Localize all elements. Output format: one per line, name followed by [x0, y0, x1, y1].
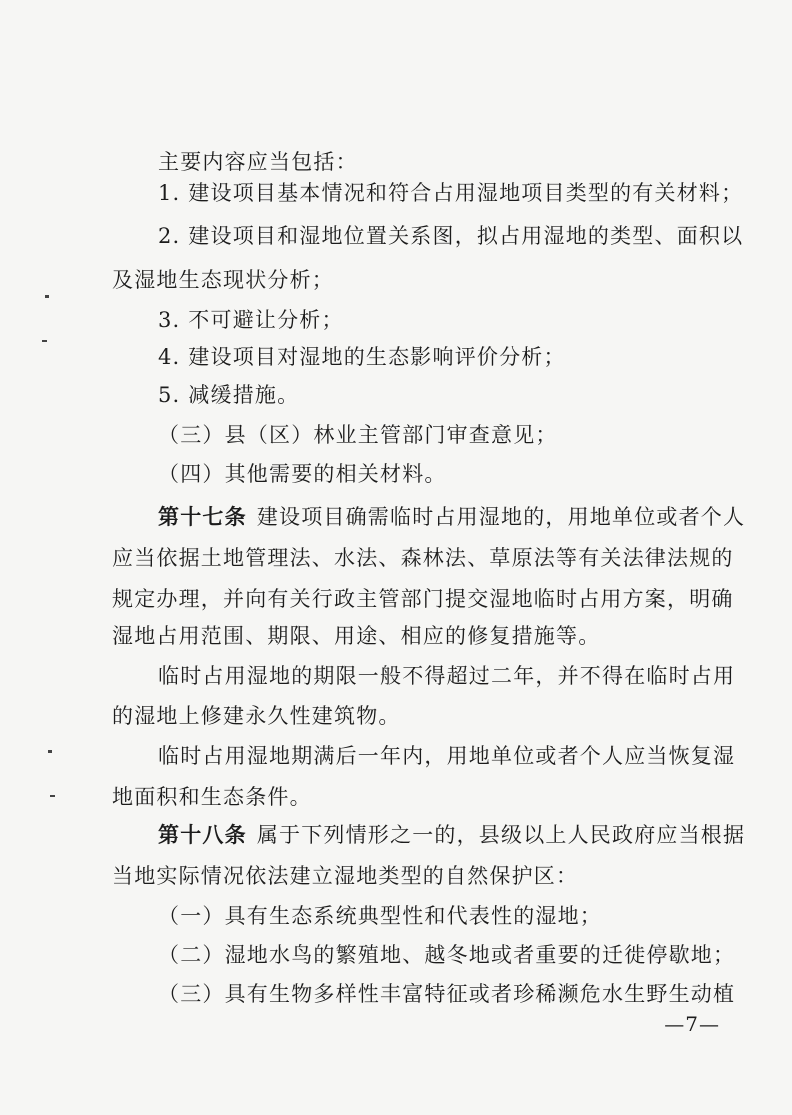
paragraph-line: 主要内容应当包括： [158, 150, 358, 174]
scan-mark [45, 295, 49, 298]
paragraph-line: 规定办理，并向有关行政主管部门提交湿地临时占用方案，明确 [112, 587, 734, 611]
list-item: 5. 减缓措施。 [158, 383, 300, 407]
paragraph-line: 及湿地生态现状分析； [112, 268, 334, 292]
list-item: 4. 建设项目对湿地的生态影响评价分析； [158, 345, 566, 369]
paragraph-line: 湿地占用范围、期限、用途、相应的修复措施等。 [112, 624, 601, 648]
scan-mark [48, 750, 52, 753]
paragraph-line: 地面积和生态条件。 [112, 785, 312, 809]
article-17-text: 建设项目确需临时占用湿地的，用地单位或者个人 [256, 505, 746, 529]
list-item: （一）具有生态系统典型性和代表性的湿地； [158, 904, 602, 928]
paragraph-line: 临时占用湿地期满后一年内，用地单位或者个人应当恢复湿 [158, 744, 736, 768]
scan-mark [50, 795, 55, 797]
list-item: （四）其他需要的相关材料。 [158, 462, 447, 486]
paragraph-line: 当地实际情况依法建立湿地类型的自然保护区： [112, 864, 579, 888]
article-17-first-line [158, 503, 745, 531]
article-18-text: 属于下列情形之一的，县级以上人民政府应当根据 [256, 823, 746, 847]
paragraph-line: 应当依据土地管理法、水法、森林法、草原法等有关法律法规的 [112, 546, 734, 570]
list-item: （三）具有生物多样性丰富特征或者珍稀濒危水生野生动植 [158, 982, 736, 1006]
scan-mark [42, 340, 47, 342]
article-18-first-line [158, 821, 745, 849]
paragraph-line: 临时占用湿地的期限一般不得超过二年，并不得在临时占用 [158, 664, 736, 688]
list-item: 1. 建设项目基本情况和符合占用湿地项目类型的有关材料； [158, 181, 744, 205]
article-18-heading: 第十八条 [158, 822, 247, 847]
list-item: （三）县（区）林业主管部门审查意见； [158, 423, 558, 447]
paragraph-line: 的湿地上修建永久性建筑物。 [112, 704, 401, 728]
page-number: —7— [664, 1012, 720, 1036]
article-17-heading: 第十七条 [158, 504, 247, 529]
list-item: 3. 不可避让分析； [158, 308, 344, 332]
list-item: 2. 建设项目和湿地位置关系图，拟占用湿地的类型、面积以 [158, 224, 744, 248]
list-item: （二）湿地水鸟的繁殖地、越冬地或者重要的迁徙停歇地； [158, 943, 736, 967]
